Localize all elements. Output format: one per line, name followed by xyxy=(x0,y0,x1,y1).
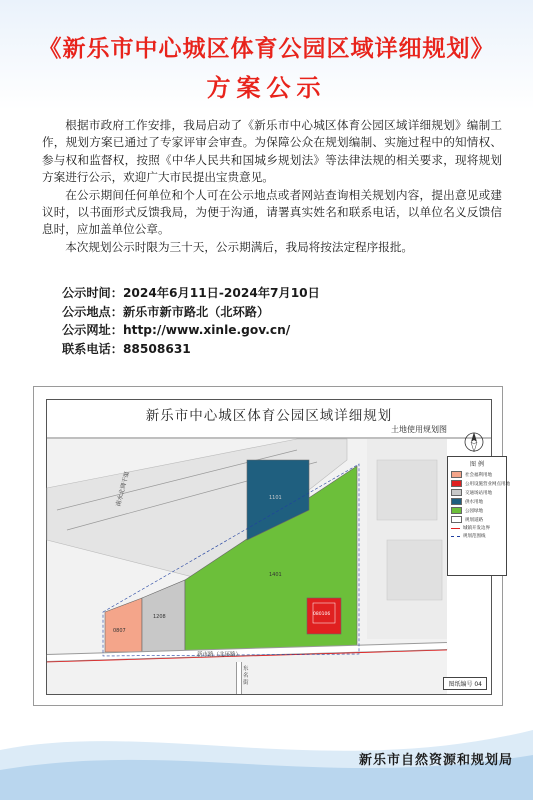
notice-info xyxy=(62,284,320,358)
notice-body xyxy=(42,117,502,256)
info-phone-row xyxy=(62,340,320,359)
page-title: 《新乐市中心城区体育公园区域详细规划》 xyxy=(38,36,495,62)
land-use-map xyxy=(33,386,510,706)
map-sheet xyxy=(46,399,510,695)
legend-item: 交通场站用地 xyxy=(451,489,503,496)
map-title: 新乐市中心城区体育公园区域详细规划 xyxy=(145,408,393,424)
north-arrow-icon xyxy=(463,430,485,454)
legend-item: 规划范围线 xyxy=(451,533,503,539)
parcel-label-1101: 1101 xyxy=(269,495,282,501)
page-subtitle: 方案公示 xyxy=(206,74,327,102)
legend-item: 公园绿地 xyxy=(451,507,503,514)
legend-item: 供水用地 xyxy=(451,498,503,505)
info-place-row xyxy=(62,303,320,322)
info-place-value: 新乐市新市路北（北环路） xyxy=(122,304,270,319)
map-number: 图纸编号 04 xyxy=(443,677,487,690)
road-label-canal: 南水北调干渠 xyxy=(114,470,132,508)
footer-wave-decoration xyxy=(0,690,533,800)
parcel-label-0807: 0807 xyxy=(113,628,126,634)
legend-item: 社会福利用地 xyxy=(451,471,503,478)
legend-swatch-park xyxy=(451,507,462,514)
info-site-label: 公示网址： xyxy=(62,323,123,337)
legend-item: 规划道路 xyxy=(451,516,503,523)
info-phone-value: 88508631 xyxy=(122,341,191,356)
legend-swatch-transport xyxy=(451,489,462,496)
legend-item: 城镇开发边界 xyxy=(451,525,503,531)
info-site-link[interactable]: http://www.xinle.gov.cn/ xyxy=(122,323,291,337)
notice-paragraph-2: 在公示期间任何单位和个人可在公示地点或者网站查询相关规划内容，提出意见或建议时，以书面形式反馈我局，为便于沟通，请署真实姓名和联系电话，以单位名义反馈信息时，应加盖单位公章。 xyxy=(42,187,502,237)
info-time-label: 公示时间： xyxy=(62,286,123,300)
road-label-dongming: 东名街 xyxy=(243,666,249,686)
legend-swatch-water xyxy=(451,498,462,505)
legend-swatch-plan-line xyxy=(451,536,460,537)
parcel-label-1401: 1401 xyxy=(269,572,282,578)
legend-swatch-boundary xyxy=(451,528,460,529)
legend-swatch-utility xyxy=(451,480,462,487)
legend-item: 公用设施营业网点用地 xyxy=(451,480,503,487)
legend-swatch-welfare xyxy=(451,471,462,478)
notice-paragraph-3: 本次规划公示时限为三十天，公示期满后，我局将按法定程序报批。 xyxy=(65,239,414,254)
map-subtitle: 土地使用规划图 xyxy=(391,425,447,434)
road-label-xinshi: 新市路（北环路） xyxy=(197,652,242,658)
legend-swatch-road xyxy=(451,516,462,523)
legend-title: 图 例 xyxy=(470,461,484,468)
info-place-label: 公示地点： xyxy=(62,304,123,319)
parcel-label-1208: 1208 xyxy=(153,614,166,620)
notice-paragraph-1: 根据市政府工作安排，我局启动了《新乐市中心城区体育公园区域详细规划》编制工作，规划方案已通过了专家评审会审查。为保障公众在规划编制、实施过程中的知情权、参与权和监督权，按照《中华人民共和国城乡规划法》等法律法规的相关要求，现将规划方案进行公示，欢迎广大市民提出宝贵意见。 xyxy=(42,118,502,185)
info-time-value: 2024年6月11日-2024年7月10日 xyxy=(122,286,320,300)
map-legend xyxy=(447,456,510,576)
map-drawing xyxy=(47,400,491,694)
issuer-name: 新乐市自然资源和规划局 xyxy=(358,753,513,768)
info-site-row xyxy=(62,321,320,340)
info-phone-label: 联系电话： xyxy=(62,341,123,356)
info-time-row xyxy=(62,284,320,303)
parcel-label-080106: 080106 xyxy=(313,612,331,617)
